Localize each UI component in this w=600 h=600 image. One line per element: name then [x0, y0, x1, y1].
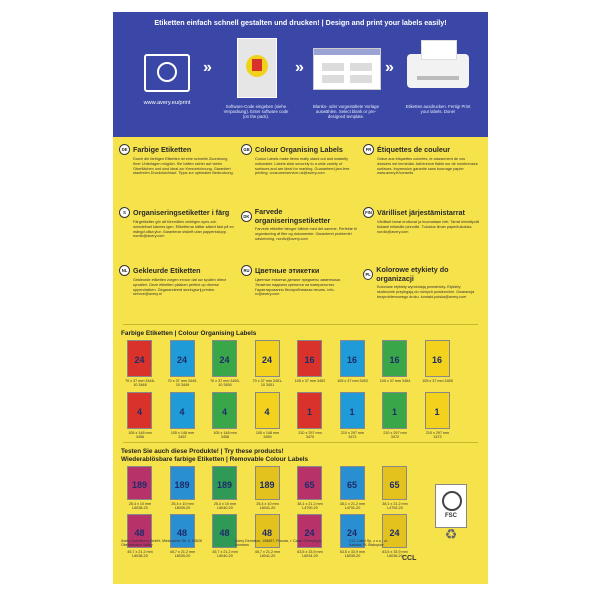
step-template [311, 34, 381, 96]
sheet-caption: 25,4 x 10 mm L6041-20 [256, 502, 279, 511]
label-count: 4 [179, 407, 185, 417]
chevron-right-icon: » [295, 59, 304, 76]
step-print-caption: Etiketten ausdrucken. Fertig! Print your labels. Done! [405, 104, 471, 115]
section-title: Värilliset järjestämistarrat [377, 208, 465, 217]
step-software-code [221, 34, 291, 96]
label-count: 65 [304, 480, 315, 490]
sheet-caption: 70 x 37 mm 3451-10 3451 [252, 379, 283, 388]
label-sheet [340, 340, 365, 377]
sheet-caption: 105 x 148 mm 3457 [170, 431, 195, 440]
section-text: Farvede etiketter fænger blikket med det samme. Perfekte til organisering af filer og dokumenter. Garanteret problemfri udskrivning. nordic@avery.com [255, 227, 357, 241]
sheet-caption: 38,1 x 21,2 mm L4791-20 [339, 502, 366, 511]
instructions-band [113, 12, 488, 137]
grid2-title-1: Testen Sie auch diese Produkte! | Try these products! [121, 448, 284, 455]
section-pl [363, 265, 479, 299]
ccl-logo: CCL [402, 555, 417, 562]
step-template-caption: Blanko- oder vorgestaltete Vorlage auswählen. Select blank or pre-designed template. [313, 104, 379, 120]
flag-icon: PL [363, 269, 373, 280]
sheet-caption: 210 x 297 mm 3470 [298, 431, 322, 440]
label-sheet [212, 466, 237, 500]
label-count: 48 [134, 528, 145, 538]
label-sheet [255, 340, 280, 377]
sheet-caption: 70 x 37 mm 3448-10 3448 [125, 379, 155, 388]
label-count: 16 [389, 355, 400, 365]
section-text: Colour Labels make items really stand out and instantly noticeable. Labels stick securely to a wide variety of surfaces and are ideal for marking. Guaranteed jam-free printing. consumerservice-uk@avery.com [255, 157, 350, 176]
software-pack-icon [237, 38, 277, 98]
footer-address-pl: CCL Label Sp. z o.o., ul. Kanska, PL Biskupice [349, 539, 388, 548]
footer-address-ru: Avery Dennison, 196657, Россия, г. Санкт-Петербург, Колпино [235, 539, 322, 548]
sheet-caption: 70 x 37 mm 3450-10 3450 [210, 379, 240, 388]
sheet-caption: 105 x 148 mm 3459 [255, 431, 280, 440]
step-software-caption: Software-Code eingeben (siehe Verpackung). Enter software code (on the pack). [223, 104, 289, 120]
label-count: 24 [134, 355, 145, 365]
label-count: 24 [346, 528, 357, 538]
section-fr [363, 144, 479, 176]
sheet-caption: 45,7 x 21,2 mm L6040-20 [212, 550, 238, 559]
divider [123, 442, 478, 443]
section-gb [241, 144, 357, 176]
sheet-caption: 38,1 x 21,2 mm L4790-20 [297, 502, 323, 511]
sheet-caption: 70 x 37 mm 3449-10 3449 [167, 379, 198, 388]
label-sheet [297, 392, 322, 429]
section-title: Gekleurde Etiketten [133, 266, 201, 275]
label-sheet [382, 340, 407, 377]
sheet-caption: 105 x 37 mm 3453 [337, 379, 368, 383]
label-count: 16 [431, 355, 442, 365]
flag-icon: FIN [363, 207, 374, 218]
chevron-right-icon: » [385, 59, 394, 76]
label-sheet [297, 466, 322, 500]
template-window-icon [313, 48, 381, 90]
label-count: 1 [349, 407, 355, 417]
section-dk [241, 207, 357, 241]
label-sheet [255, 392, 280, 429]
section-text: Durch die farbigen Etiketten ist eine schnelle Zuordnung Ihrer Unterlagen möglich. Sie haften sicher auf vielen Oberflächen und sind ideal zur Kennzeichnung. Garantiert staufreien Druckdurchlauf. Tipps zur optimalen Bedruckung. [133, 157, 234, 176]
label-sheet [127, 340, 152, 377]
sheet-caption: 25,4 x 10 mm L6040-20 [213, 502, 237, 511]
label-count: 4 [221, 407, 227, 417]
flag-icon: S [119, 207, 130, 218]
section-title: Kolorowe etykiety do organizacji [376, 265, 449, 283]
section-title: Farbige Etiketten [133, 145, 192, 154]
label-count: 65 [346, 480, 357, 490]
section-title: Цветные этикетки [255, 266, 320, 275]
label-count: 24 [176, 355, 187, 365]
section-text: Kolorowe etykiety wyróżniają przedmioty. Etykiety skutecznie przylegają do różnych powierzchni. Gwarancja bezproblemowego druku. kontakt-polska@avery.com [377, 285, 475, 299]
printer-icon [407, 54, 469, 88]
section-ru [241, 265, 357, 297]
label-count: 1 [306, 407, 312, 417]
fsc-logo: FSC [435, 484, 467, 528]
sheet-caption: 105 x 148 mm 3456 [128, 431, 152, 440]
label-count: 189 [216, 480, 233, 490]
sheet-caption: 210 x 297 mm 3473 [425, 431, 450, 440]
label-count: 189 [259, 480, 275, 490]
label-sheet [170, 340, 195, 377]
flag-icon: NL [119, 265, 130, 276]
section-text: Grâce aux étiquettes colorées, le classement de vos dossiers est immédiat. Adhérence fiable sur de nombreuses surfaces. Impression garantie sans bourrage papier. www.avery.fr/conseils [377, 157, 478, 176]
sheet-caption: 63,5 x 33,9 mm L6036-20 [382, 550, 408, 559]
grid2-title-2: Wiederablösbare farbige Etiketten | Removable Colour Labels [121, 456, 309, 463]
label-sheet [127, 466, 152, 500]
section-nl [119, 265, 235, 297]
label-sheet [382, 466, 407, 500]
sheet-caption: 63,5 x 33,9 mm L6034-20 [297, 550, 323, 559]
flag-icon: DE [119, 144, 130, 155]
footer-address-de: Avery Zweckform GmbH, Miesbacher Str. 5, 83626 Oberlaindern-Valley [121, 539, 203, 548]
sheet-caption: 25,4 x 10 mm L6038-20 [128, 502, 152, 511]
flag-icon: DK [241, 211, 252, 222]
step-print [403, 34, 473, 96]
section-title: Colour Organising Labels [255, 145, 343, 154]
label-count: 1 [391, 407, 397, 417]
label-count: 24 [261, 355, 272, 365]
label-sheet [340, 466, 365, 500]
section-title: Organiseringsetiketter i färg [133, 208, 230, 217]
label-sheet [382, 392, 407, 429]
flag-icon: FR [363, 144, 374, 155]
chevron-right-icon: » [203, 59, 212, 76]
label-count: 48 [219, 528, 230, 538]
label-count: 1 [434, 407, 440, 417]
flag-icon: RU [241, 265, 252, 276]
section-text: Färgetiketter gör att föremålen verkligen syns och omedelbart kännes igen. Etiketterna häftar säkert fast på en mängd olika ytor. Garanterar utskrift utan pappersstopp. nordic@avery.com [133, 220, 234, 239]
label-count: 48 [176, 528, 187, 538]
label-sheet [212, 392, 237, 429]
section-title: Farvede organiseringsetiketter [254, 207, 331, 225]
sheet-caption: 38,1 x 21,2 mm L4792-20 [382, 502, 408, 511]
label-count: 24 [304, 528, 315, 538]
label-sheet [127, 392, 152, 429]
label-sheet [170, 466, 195, 500]
label-sheet [212, 340, 237, 377]
section-fin [363, 207, 479, 234]
label-sheet [425, 392, 450, 429]
section-title: Étiquettes de couleur [377, 145, 451, 154]
sheet-caption: 45,7 x 21,2 mm L6041-20 [254, 550, 281, 559]
section-text: Цветные этикетки делают предметы заметными. Этикетки надежно крепятся на поверхностях. Гарантированно беспроблемная печать. info-ru@avery.com [255, 278, 341, 297]
section-de [119, 144, 235, 176]
label-count: 189 [174, 480, 190, 490]
label-count: 24 [219, 355, 230, 365]
sheet-caption: 45,7 x 21,2 mm L6038-20 [127, 550, 153, 559]
label-count: 189 [131, 480, 148, 490]
globe-icon [144, 54, 190, 92]
label-sheet [425, 340, 450, 377]
step-website-url: www.avery.eu/print [143, 100, 191, 106]
label-count: 4 [264, 407, 270, 417]
step-website [125, 34, 195, 106]
band-title: Etiketten einfach schnell gestalten und drucken! | Design and print your labels easily! [154, 18, 447, 27]
sheet-caption: 105 x 148 mm 3458 [213, 431, 237, 440]
sheet-caption: 25,4 x 10 mm L6039-20 [171, 502, 194, 511]
label-sheet [340, 392, 365, 429]
label-count: 16 [304, 355, 315, 365]
sheet-caption: 63,5 x 33,9 mm L6035-20 [339, 550, 366, 559]
label-count: 65 [389, 480, 400, 490]
grid1-title: Farbige Etiketten | Colour Organising Labels [121, 330, 257, 337]
label-sheet [170, 392, 195, 429]
divider [123, 324, 478, 325]
label-count: 4 [136, 407, 142, 417]
sheet-caption: 210 x 297 mm 3471 [340, 431, 365, 440]
label-sheet [297, 340, 322, 377]
section-s [119, 207, 235, 239]
section-text: Värilliset tarrat erottuvat ja huomataan heti. Tarrat kiinnittyvät tiukasti erilaisille pinnoille. Tulostus ilman paperitukoksia. nordic@avery.com [377, 220, 479, 234]
label-sheet [255, 466, 280, 500]
label-package-page [113, 12, 488, 584]
label-count: 48 [261, 528, 272, 538]
sheet-caption: 105 x 37 mm 3455 [422, 379, 453, 383]
label-count: 16 [346, 355, 357, 365]
label-count: 24 [389, 528, 400, 538]
sheet-caption: 210 x 297 mm 3472 [383, 431, 407, 440]
flag-icon: GB [241, 144, 252, 155]
sheet-caption: 105 x 37 mm 3454 [379, 379, 411, 383]
section-text: Gekleurde etiketten zorgen ervoor dat uw spullen direct opvallen. Deze etiketten plakken perfect op diverse oppervlakken. Gegarandeerd storingsvrij printen. service@avery.nl [133, 278, 227, 297]
recycle-icon: ♻ [444, 526, 458, 542]
sheet-caption: 105 x 37 mm 3452 [294, 379, 326, 383]
sheet-caption: 45,7 x 21,2 mm L6039-20 [169, 550, 196, 559]
